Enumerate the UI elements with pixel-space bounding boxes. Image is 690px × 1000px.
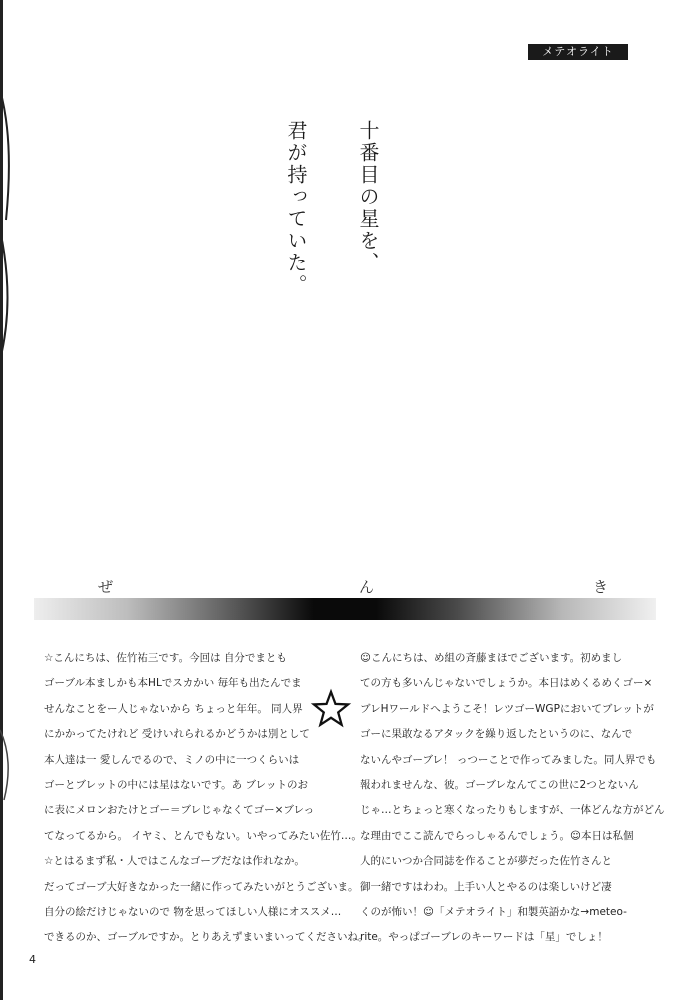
section-heading-char-1: ぜ	[98, 578, 114, 596]
text-line: ゴーブル本ましかも本HLでスカかい 毎年も出たんでま	[44, 677, 302, 690]
section-heading	[0, 576, 690, 598]
gradient-divider-bar	[34, 598, 656, 620]
section-heading-char-2: ん	[359, 578, 375, 596]
text-line: ブレHワールドへようこそ！レツゴーWGPにおいてブレットが	[360, 702, 654, 715]
text-line: できるのか、ゴーブルですか。とりあえずまいまいってくださいね。	[44, 931, 369, 944]
text-line: せんなことをー人じゃないから ちょっと年年。 同人界	[44, 702, 303, 715]
text-line: 本人達は一 愛しんでるので、ミノの中に一つくらいは	[44, 753, 300, 766]
text-line: ないんやゴーブレ！ っつーことで作ってみました。同人界でも	[360, 753, 657, 766]
text-line: に表にメロンおたけとゴー＝ブレじゃなくてゴー×ブレっ	[44, 804, 315, 817]
text-line: じゃ…とちょっと寒くなったりもしますが、一体どんな方がどん	[360, 804, 665, 817]
text-line: 人的にいつか合同誌を作ることが夢だった佐竹さんと	[360, 855, 612, 868]
text-line: ゴーに果敢なるアタックを繰り返したというのに、なんで	[360, 728, 633, 741]
text-line: にかかってたけれど 受けいれられるかどうかは別として	[44, 728, 310, 741]
text-line: だってゴーブ大好きなかった一緒に作ってみたいがとうございま。	[44, 880, 359, 893]
text-line: ゴーとブレットの中には星はないです。あ ブレットのお	[44, 778, 308, 791]
text-line: 自分の絵だけじゃないので 物を思ってほしい人様にオススメ…	[44, 905, 342, 918]
star-icon	[312, 690, 350, 728]
section-heading-char-3: き	[593, 578, 609, 596]
page-number: 4	[29, 953, 36, 966]
text-line: ☆こんにちは、佐竹祐三です。今回は 自分でまとも	[44, 652, 287, 664]
text-line: 報われませんな、彼。ゴーブレなんてこの世に2つとないん	[360, 778, 639, 791]
text-line: ての方も多いんじゃないでしょうか。本日はめくるめくゴー×	[360, 677, 653, 690]
right-column-text	[360, 646, 665, 951]
vertical-text-line-1: 十番目の星を、	[356, 120, 380, 274]
text-line: てなってるから。 イヤミ、とんでもない。いやってみたい佐竹…。	[44, 829, 362, 842]
left-column-text	[44, 646, 369, 951]
text-line: 御一緒ですはわわ。上手い人とやるのは楽しいけど凄	[360, 880, 612, 893]
binding-shadow	[0, 0, 3, 1000]
title-tag: メテオライト	[528, 44, 628, 60]
text-line: な理由でここ読んでらっしゃるんでしょう。☺本日は私個	[360, 829, 634, 842]
text-line: ☆とはるまず私・人ではこんなゴーブだなは作れなか。	[44, 855, 305, 868]
binding-edge	[0, 0, 16, 1000]
vertical-text-line-2: 君が持っていた。	[284, 120, 308, 296]
text-line: くのが怖い！☺「メテオライト」和製英語かな→meteo-	[360, 905, 627, 918]
text-line: ☺こんにちは、め組の斉藤まほでございます。初めまし	[360, 652, 623, 664]
text-line: rite。やっぱゴーブレのキーワードは「星」でしょ！	[360, 931, 608, 944]
